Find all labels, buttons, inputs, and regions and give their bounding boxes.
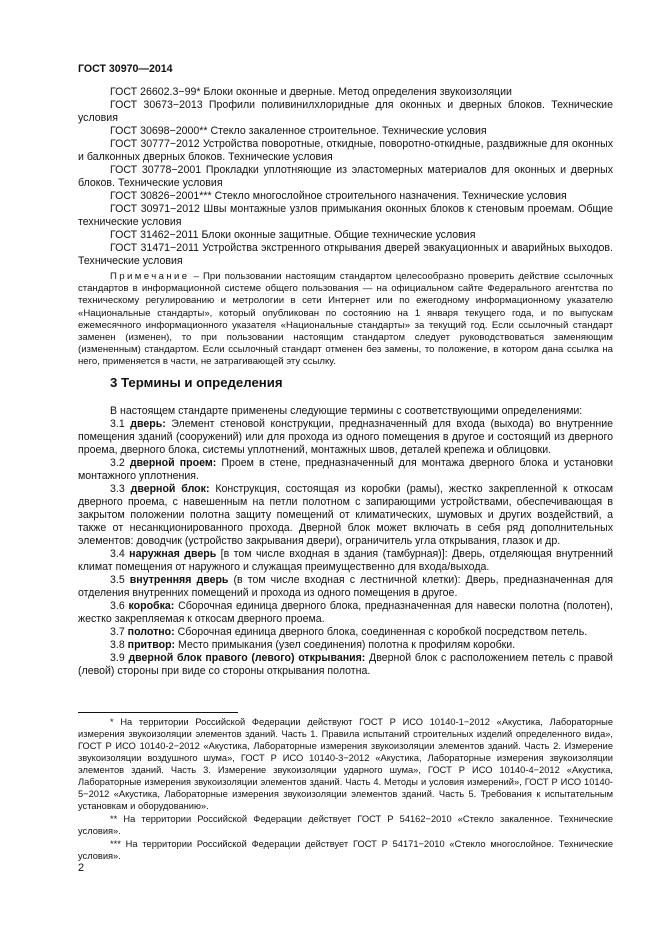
- reference-item: ГОСТ 30826−2001*** Стекло многослойное строительного назначения. Технические условия: [110, 190, 567, 202]
- term-definition: [78, 652, 613, 678]
- term-definition: [78, 574, 613, 600]
- section-intro: В настоящем стандарте применены следующие термины с соответствующими определениями:: [110, 405, 583, 417]
- term-text: (в том числе входная с лестничной клетки): Дверь, предназначенная для отделения внутренних помещений и прохода из одного помещения в другое.: [78, 574, 613, 599]
- term-name: полотно:: [127, 626, 175, 638]
- term-text: [в том числе входная в здания (тамбурная)]: Дверь, отделяющая внутренний климат помещения от наружного и служащая преимущественно для входа/выхода.: [78, 548, 613, 573]
- term-definition: [78, 626, 613, 639]
- footnote-divider: [78, 712, 238, 713]
- footnote: *** На территории Российской Федерации действует ГОСТ Р 54171−2010 «Стекло многослойное. Технические условия».: [78, 839, 613, 861]
- term-definition: [78, 418, 613, 457]
- term-name: дверь:: [130, 418, 166, 430]
- term-number: 3.7: [110, 626, 128, 638]
- term-text: Элемент стеновой конструкции, предназначенный для входа (выхода) во внутренние помещения зданий (сооружений) или для прохода из одного помещения в другое и состоящий из дверного проема, дверного блока, системы уплотнений, монтажных швов, деталей крепежа и облицовки.: [78, 418, 614, 456]
- note: [78, 271, 613, 369]
- term-definition: [78, 457, 613, 483]
- term-definition: [78, 600, 613, 626]
- term-name: внутренняя дверь: [129, 574, 229, 586]
- term-name: дверной блок правого (левого) открывания:: [128, 652, 366, 664]
- term-number: 3.9: [110, 652, 129, 664]
- term-number: 3.6: [110, 600, 129, 612]
- reference-item: ГОСТ 30778−2001 Прокладки уплотняющие из эластомерных материалов для оконных и дверных блоков. Технические условия: [78, 164, 613, 189]
- terms-list: [78, 405, 613, 678]
- term-definition: [78, 483, 613, 548]
- page-number: 2: [78, 862, 85, 874]
- term-text: Конструкция, состоящая из коробки (рамы), жестко закрепленной к откосам дверного проема, с навешенным на петли полотном с запирающими устройствами, обеспечивающая в закрытом положении полотна защиту помещений от климатических, шумовых и других воздействий, а также от несанкционированного прохода. Дверной блок может включать в себя ряд дополнительных элементов: доводчик (устройство закрывания двери), ограничитель угла открывания, глазок и др.: [78, 483, 613, 547]
- term-text: Проем в стене, предназначенный для монтажа дверного блока и установки монтажного уплотнения.: [78, 457, 614, 482]
- term-number: 3.1: [110, 418, 131, 430]
- reference-item: ГОСТ 31462−2011 Блоки оконные защитные. Общие технические условия: [110, 229, 476, 241]
- note-text: – При пользовании настоящим стандартом целесообразно проверить действие ссылочных стандартов в информационной системе общего пользования — на официальном сайте Федерального агентства по техническому регулированию и метрологии в сети Интернет или по ежегодному информационному указателю «Национальные стандарты», который опубликован по состоянию на 1 января текущего года, и по выпускам ежемесячного информационного указателя «Национальные стандарты» за текущий год. Если ссылочный стандарт заменен (изменен), то при пользовании настоящим стандартом следует руководствоваться заменяющим (измененным) стандартом. Если ссылочный стандарт отменен без замены, то положение, в котором дана ссылка на него, применяется в части, не затрагивающей эту ссылку.: [78, 271, 613, 368]
- term-definition: [78, 548, 613, 574]
- term-name: дверной проем:: [129, 457, 217, 469]
- term-number: 3.4: [110, 548, 130, 560]
- footnote: * На территории Российской Федерации действуют ГОСТ Р ИСО 10140-1−2012 «Акустика, Лабораторные измерения звукоизоляции элементов зданий. Часть 1. Правила испытаний строительных изделий определенного вида», ГОСТ Р ИСО 10140-2−2012 «Акустика, Лабораторные измерения звукоизоляции элементов зданий. Часть 2. Измерение звукоизоляции воздушного шума», ГОСТ Р ИСО 10140-3−2012 «Акустика, Лабораторные измерения звукоизоляции элементов зданий. Часть 3. Измерение звукоизоляции ударного шума», ГОСТ Р ИСО 10140-4−2012 «Акустика, Лабораторные измерения звукоизоляции элементов зданий. Часть 4. Методы и условия измерений», ГОСТ Р ИСО 10140-5−2012 «Акустика, Лабораторные измерения звукоизоляции элементов зданий. Часть 5. Требования к испытательным установкам и оборудованию».: [78, 717, 613, 811]
- reference-item: ГОСТ 30673−2013 Профили поливинилхлоридные для оконных и дверных блоков. Технические условия: [78, 99, 613, 124]
- reference-item: ГОСТ 30698−2000** Стекло закаленное строительное. Технические условия: [110, 125, 487, 137]
- term-number: 3.5: [110, 574, 130, 586]
- term-definition: [78, 639, 613, 652]
- term-number: 3.2: [110, 457, 130, 469]
- note-label: Примечание: [110, 271, 190, 282]
- term-text: Сборочная единица дверного блока, соединенная с коробкой посредством петель.: [174, 626, 588, 638]
- term-text: Сборочная единица дверного блока, предназначенная для навески полотна (полотен), жестко закрепляемая к откосам дверного проема.: [78, 600, 613, 625]
- section-heading: 3 Термины и определения: [110, 375, 283, 390]
- reference-item: ГОСТ 26602.3−99* Блоки оконные и дверные. Метод определения звукоизоляции: [110, 86, 512, 98]
- reference-item: ГОСТ 30971−2012 Швы монтажные узлов примыкания оконных блоков к стеновым проемам. Общие технические условия: [78, 203, 613, 228]
- document-header: ГОСТ 30970—2014: [78, 63, 173, 75]
- footnote: ** На территории Российской Федерации действует ГОСТ Р 54162−2010 «Стекло закаленное. Технические условия».: [78, 814, 613, 836]
- reference-item: ГОСТ 30777−2012 Устройства поворотные, откидные, поворотно-откидные, раздвижные для оконных и балконных дверных блоков. Технические условия: [78, 138, 613, 163]
- normative-references: [78, 86, 613, 268]
- footnotes: [78, 716, 613, 863]
- term-name: притвор:: [127, 639, 176, 651]
- term-number: 3.8: [110, 639, 128, 651]
- reference-item: ГОСТ 31471−2011 Устройства экстренного открывания дверей эвакуационных и аварийных выходов. Технические условия: [78, 242, 613, 267]
- term-text: Место примыкания (узел соединения) полотна к профилям коробки.: [175, 639, 516, 651]
- term-name: наружная дверь: [129, 548, 217, 560]
- term-name: коробка:: [128, 600, 175, 612]
- term-text: Дверной блок с расположением петель с правой (левой) стороны при виде со стороны открывания полотна.: [78, 652, 613, 677]
- term-number: 3.3: [110, 483, 131, 495]
- term-name: дверной блок:: [130, 483, 210, 495]
